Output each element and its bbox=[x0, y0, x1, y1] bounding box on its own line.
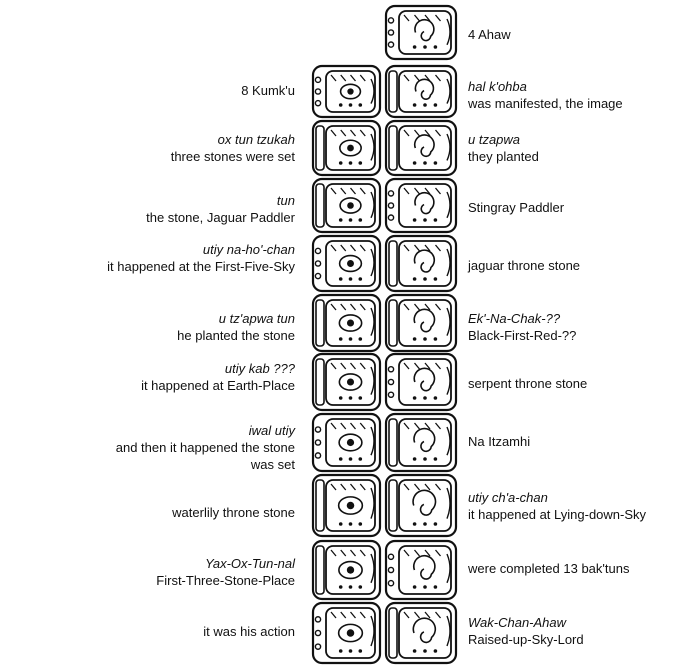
right-label-3-text: they planted bbox=[468, 149, 539, 164]
right-label-10-text: were completed 13 bak'tuns bbox=[468, 561, 630, 576]
left-label-4-text: it happened at the First-Five-Sky bbox=[107, 259, 295, 274]
right-label-4 bbox=[468, 199, 564, 216]
left-label-2-italic: ox tun tzukah bbox=[217, 132, 295, 147]
left-label-7-text: and then it happened the stone bbox=[115, 440, 295, 455]
right-label-2-italic: hal k'ohba bbox=[468, 79, 527, 94]
right-label-10 bbox=[468, 560, 629, 577]
left-label-9-text: First-Three-Stone-Place bbox=[156, 573, 295, 588]
right-label-6 bbox=[468, 310, 576, 344]
left-label-10-text: it was his action bbox=[203, 624, 295, 639]
glyph-left-8 bbox=[313, 475, 380, 536]
glyph-left-10 bbox=[313, 603, 380, 663]
right-label-7 bbox=[468, 375, 587, 392]
left-label-5-text: he planted the stone bbox=[177, 328, 295, 343]
right-label-8 bbox=[468, 433, 530, 450]
glyph-left-4 bbox=[313, 236, 380, 291]
left-label-7-italic: iwal utiy bbox=[248, 423, 295, 438]
glyph-right-5 bbox=[386, 295, 456, 351]
left-label-4 bbox=[107, 241, 295, 275]
right-label-1-text: 4 Ahaw bbox=[468, 27, 511, 42]
right-label-11-text: Raised-up-Sky-Lord bbox=[468, 632, 584, 647]
right-label-3-italic: u tzapwa bbox=[468, 132, 521, 147]
glyph-left-3 bbox=[313, 179, 380, 232]
right-label-6-text: Black-First-Red-?? bbox=[468, 328, 577, 343]
right-label-9-text: it happened at Lying-down-Sky bbox=[468, 507, 647, 522]
right-label-2-text: was manifested, the image bbox=[468, 96, 623, 111]
right-label-11-italic: Wak-Chan-Ahaw bbox=[468, 615, 567, 630]
glyph-right-4 bbox=[386, 236, 456, 291]
glyph-left-5 bbox=[313, 295, 380, 351]
left-label-9 bbox=[156, 555, 295, 589]
left-label-2 bbox=[171, 131, 295, 165]
glyph-right-0 bbox=[386, 6, 456, 59]
left-label-7 bbox=[116, 422, 295, 473]
right-label-5 bbox=[468, 257, 580, 274]
left-label-7-text-2: was set bbox=[250, 457, 295, 472]
glyph-blocks bbox=[313, 6, 456, 663]
glyph-right-1 bbox=[386, 66, 456, 117]
glyph-right-7 bbox=[386, 414, 456, 471]
glyph-left-6 bbox=[313, 354, 380, 410]
right-label-1 bbox=[468, 26, 511, 43]
left-label-6 bbox=[141, 360, 295, 394]
right-label-11 bbox=[468, 614, 584, 648]
left-label-5 bbox=[177, 310, 295, 344]
left-label-9-italic: Yax-Ox-Tun-nal bbox=[205, 556, 295, 571]
left-label-6-italic: utiy kab ??? bbox=[224, 361, 295, 376]
right-label-3 bbox=[468, 131, 539, 165]
right-label-9 bbox=[468, 489, 646, 523]
right-label-6-italic: Ek'-Na-Chak-?? bbox=[468, 311, 561, 326]
left-label-2-text: three stones were set bbox=[170, 149, 295, 164]
left-label-1-text: 8 Kumk'u bbox=[241, 83, 295, 98]
right-label-8-text: Na Itzamhi bbox=[468, 434, 531, 449]
glyph-right-3 bbox=[386, 179, 456, 232]
right-label-9-italic: utiy ch'a-chan bbox=[468, 490, 548, 505]
left-label-6-text: it happened at Earth-Place bbox=[141, 378, 295, 393]
left-label-3 bbox=[146, 192, 295, 226]
glyph-left-7 bbox=[313, 414, 380, 471]
left-label-5-italic: u tz'apwa tun bbox=[218, 311, 295, 326]
glyph-right-10 bbox=[386, 603, 456, 663]
left-label-8-text: waterlily throne stone bbox=[172, 505, 295, 520]
glyph-right-6 bbox=[386, 354, 456, 410]
right-label-7-text: serpent throne stone bbox=[468, 376, 588, 391]
left-label-10 bbox=[203, 623, 295, 640]
left-label-8 bbox=[172, 504, 295, 521]
glyph-right-2 bbox=[386, 121, 456, 175]
left-label-4-italic: utiy na-ho'-chan bbox=[202, 242, 295, 257]
right-label-5-text: jaguar throne stone bbox=[468, 258, 581, 273]
glyph-left-9 bbox=[313, 541, 380, 599]
glyph-left-2 bbox=[313, 121, 380, 175]
glyph-right-9 bbox=[386, 541, 456, 599]
right-label-4-text: Stingray Paddler bbox=[468, 200, 565, 215]
glyph-left-1 bbox=[313, 66, 380, 117]
left-label-1 bbox=[241, 82, 295, 99]
left-label-3-text: the stone, Jaguar Paddler bbox=[146, 210, 295, 225]
left-label-3-italic: tun bbox=[276, 193, 295, 208]
glyph-right-8 bbox=[386, 475, 456, 536]
right-label-2 bbox=[468, 78, 623, 112]
